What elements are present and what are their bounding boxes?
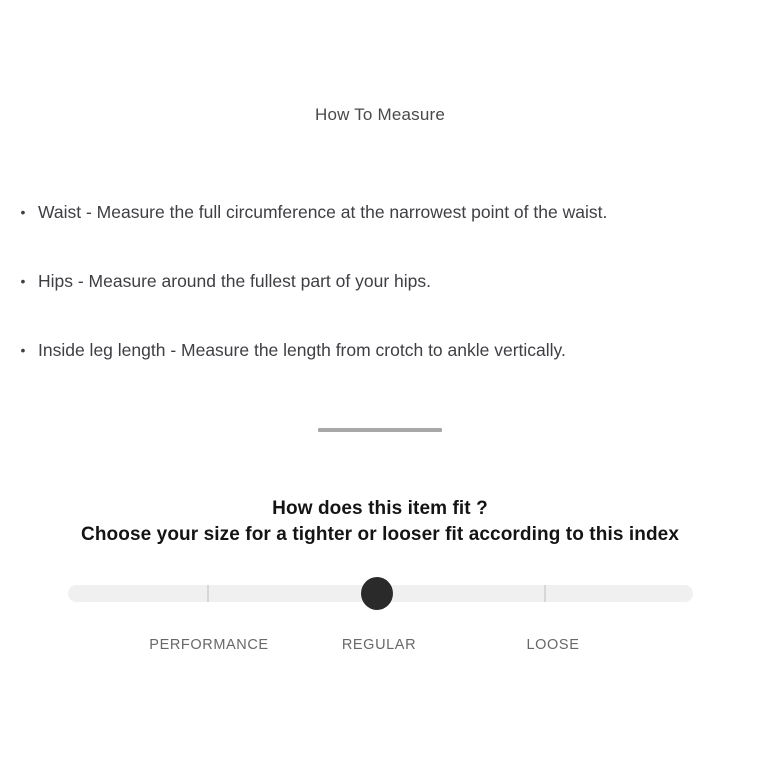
fit-heading-subtitle: Choose your size for a tighter or looser fit according to this index [81, 524, 679, 545]
slider-tick-performance [207, 585, 209, 602]
hips-instruction-text: Hips - Measure around the fullest part of your hips. [38, 271, 431, 291]
slider-tick-loose [544, 585, 546, 602]
list-item-inside-leg [8, 339, 754, 362]
page-title: How To Measure [314, 105, 446, 124]
measure-instructions-list [8, 201, 754, 408]
fit-label-performance: PERFORMANCE [149, 637, 269, 653]
fit-slider-track[interactable] [68, 585, 693, 602]
inside-leg-instruction-text: Inside leg length - Measure the length from crotch to ankle vertically. [38, 340, 566, 360]
fit-heading-question: How does this item fit ? [272, 498, 488, 519]
bullet-icon: • [20, 204, 26, 220]
fit-heading [0, 496, 760, 548]
bullet-icon: • [20, 342, 26, 358]
list-item-hips [8, 270, 754, 293]
section-divider [318, 428, 442, 432]
list-item-waist [8, 201, 754, 224]
bullet-icon: • [20, 273, 26, 289]
fit-label-regular: REGULAR [341, 637, 417, 653]
fit-slider-knob[interactable] [361, 577, 393, 610]
fit-label-loose: LOOSE [526, 637, 580, 653]
waist-instruction-text: Waist - Measure the full circumference at the narrowest point of the waist. [38, 202, 608, 222]
